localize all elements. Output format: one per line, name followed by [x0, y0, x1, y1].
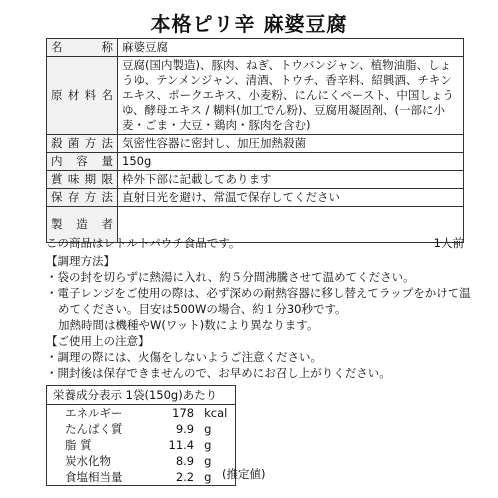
spec-label: 殺菌方法 — [47, 135, 118, 153]
spec-label: 製造者 — [47, 207, 118, 243]
spec-row-ingredients — [47, 57, 464, 135]
prep-item: ・電子レンジをご使用の際は、必ず深めの耐熱容器に移し替えてラップをかけて温めてください。目安は500Wの場合、約１分30秒です。 — [46, 286, 471, 316]
nutrient-unit: g — [204, 422, 212, 436]
nutrient-value: 8.9 — [175, 454, 195, 468]
nutrient-value: 178 — [172, 406, 195, 420]
spec-row-sterilization — [47, 135, 464, 153]
spec-row-expiry — [47, 171, 464, 189]
nutrient-value: 2.2 — [175, 470, 195, 484]
nutrient-name: 食塩相当量 — [65, 470, 123, 484]
spec-label: 保存方法 — [47, 189, 118, 207]
caution-item: ・開封後は保存できませんので、お早めにお召し上がりください。 — [46, 366, 391, 380]
nutrient-name: たんぱく質 — [65, 422, 123, 436]
spec-row-name — [47, 39, 464, 57]
caution-item: ・調理の際には、火傷をしないようご注意ください。 — [46, 350, 322, 364]
prep-section — [46, 253, 476, 333]
spec-value: 豆腐(国内製造)、豚肉、ねぎ、トウバンジャン、植物油脂、しょうゆ、テンメンジャン、清酒、トウチ、香辛料、紹興酒、チキンエキス、ポークエキス、小麦粉、にんにくペースト、中国しょうゆ、酵母エキス / 糊料(加工でん粉)、豆腐用凝固剤、(一部に小麦・ごま・大豆・鶏肉・豚肉を含む) — [118, 57, 464, 135]
estimate-note: (推定値) — [222, 467, 266, 481]
nutrition-row — [47, 437, 236, 453]
product-title: 本格ピリ辛 麻婆豆腐 — [150, 12, 348, 36]
spec-label: 名 称 — [47, 39, 118, 57]
nutrition-row — [47, 453, 236, 469]
spec-value: 枠外下部に記載してあります — [118, 171, 464, 189]
nutrition-table — [46, 385, 236, 486]
spec-label: 原材料名 — [47, 57, 118, 135]
serving-size: 1人前 — [433, 236, 464, 250]
nutrient-unit: g — [204, 438, 212, 452]
nutrient-unit: g — [204, 470, 212, 484]
spec-value: 麻婆豆腐 — [118, 39, 464, 57]
prep-header: 【調理方法】 — [46, 254, 115, 268]
nutrient-name: 脂 質 — [65, 438, 92, 452]
nutrition-row — [47, 421, 236, 437]
prep-subnote: 加熱時間は機種やW(ワット)数により異なります。 — [58, 318, 319, 332]
nutrition-row — [47, 469, 236, 486]
nutrition-header-row — [47, 386, 236, 405]
spec-row-content — [47, 153, 464, 171]
spec-value: 直射日光を避け、常温で保存してください — [118, 189, 464, 207]
retort-note — [46, 235, 464, 251]
nutrient-name: 炭水化物 — [65, 454, 111, 468]
nutrition-row — [47, 405, 236, 422]
nutrient-name: エネルギー — [65, 406, 123, 420]
retort-note-text: この商品はレトルトパウチ食品です。 — [46, 236, 241, 250]
caution-section — [46, 333, 476, 381]
nutrition-header: 栄養成分表示 1袋(150g)あたり — [47, 386, 236, 405]
nutrient-value: 9.9 — [175, 422, 195, 436]
spec-row-storage — [47, 189, 464, 207]
nutrient-unit: kcal — [204, 406, 228, 420]
spec-value: 気密性容器に密封し、加圧加熱殺菌 — [118, 135, 464, 153]
spec-value: 150g — [118, 153, 464, 171]
nutrient-unit: g — [204, 454, 212, 468]
spec-label: 内容量 — [47, 153, 118, 171]
nutrient-value: 11.4 — [168, 438, 195, 452]
spec-label: 賞味期限 — [47, 171, 118, 189]
prep-item: ・袋の封を切らずに熱湯に入れ、約５分間沸騰させて温めてください。 — [46, 270, 415, 284]
spec-table — [46, 38, 464, 243]
caution-header: 【ご使用上の注意】 — [46, 334, 150, 348]
